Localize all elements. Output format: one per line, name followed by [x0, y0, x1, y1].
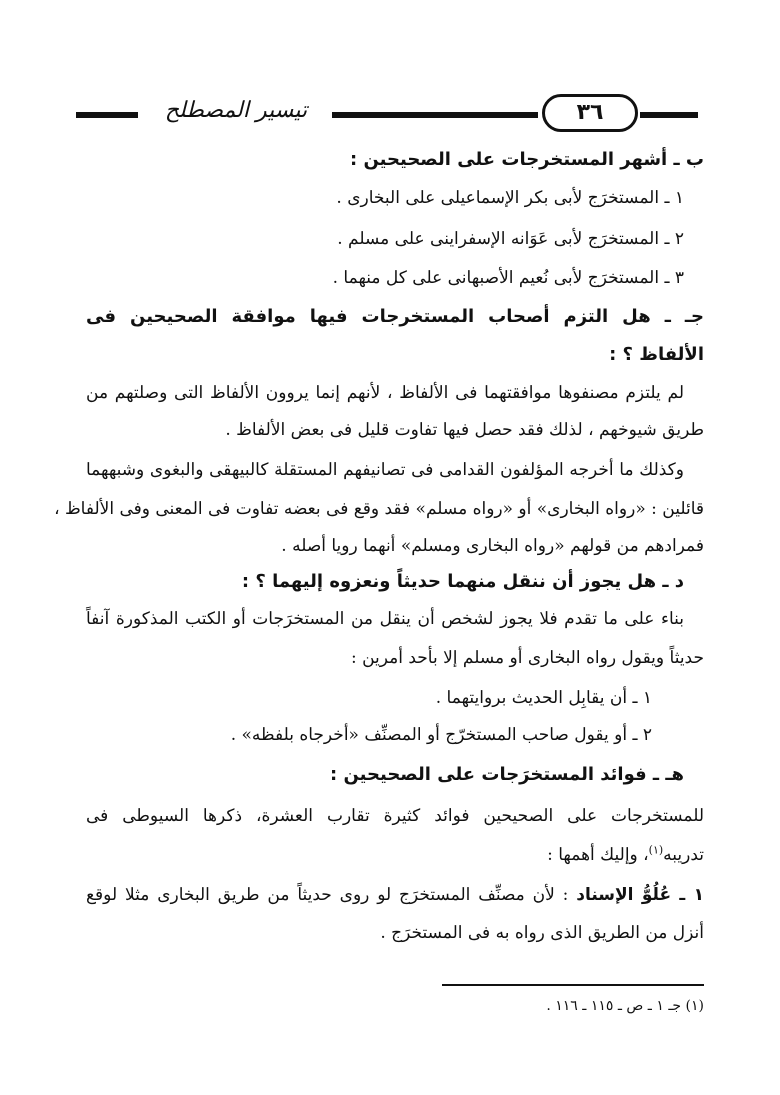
paragraph-line: طريق شيوخهم ، لذلك فقد حصل فيها تفاوت قليل فى بعض الألفاظ . — [225, 420, 704, 440]
running-title: تيسير المصطلح — [146, 96, 326, 126]
paragraph-line: أنزل من الطريق الذى رواه به فى المستخرَج . — [380, 923, 704, 943]
text-segment: : لأن مصنِّف المستخرَج لو روى حديثاً من طريق البخارى مثلا لوقع — [86, 885, 577, 905]
text-segment: تدريبه — [663, 845, 704, 865]
list-item: ١ ـ المستخرَج لأبى بكر الإسماعيلى على البخارى . — [336, 188, 684, 208]
header-rule-left — [76, 112, 138, 118]
paragraph-line: فمرادهم من قولهم «رواه البخارى ومسلم» أنهما رويا أصله . — [281, 536, 704, 556]
paragraph-line — [86, 882, 704, 908]
footnote: (١) جـ ١ ـ ص ـ ١١٥ ـ ١١٦ . — [546, 998, 704, 1014]
bold-term: ١ ـ عُلُوُّ الإسناد — [576, 885, 704, 905]
paragraph-line: قائلين : «رواه البخارى» أو «رواه مسلم» فقد وقع فى بعضه تفاوت فى المعنى وفى الألفاظ ، — [54, 499, 704, 519]
paragraph-line: للمستخرجات على الصحيحين فوائد كثيرة تقارب العشرة، ذكرها السيوطى فى — [86, 806, 704, 826]
section-j-heading: جـ ـ هل التزم أصحاب المستخرجات فيها موافقة الصحيحين فى — [86, 306, 704, 327]
header-rule-middle — [332, 112, 538, 118]
paragraph-line — [86, 842, 704, 868]
footnote-rule — [442, 984, 704, 986]
list-item: ٣ ـ المستخرَج لأبى نُعيم الأصبهانى على كل منهما . — [332, 268, 684, 288]
paragraph-line: لم يلتزم مصنفوها موافقتهما فى الألفاظ ، لأنهم إنما يروون الألفاظ التى وصلتهم من — [86, 383, 684, 403]
page-number: ٣٦ — [542, 94, 638, 132]
footnote-ref: (١) — [648, 843, 664, 857]
section-j-heading-cont: الألفاظ ؟ : — [609, 344, 704, 365]
section-b-heading: ب ـ أشهر المستخرجات على الصحيحين : — [350, 149, 704, 170]
section-h-heading: هـ ـ فوائد المستخرَجات على الصحيحين : — [330, 764, 684, 785]
list-item: ٢ ـ أو يقول صاحب المستخرّج أو المصنِّف «أخرجاه بلفظه» . — [230, 725, 652, 745]
header-rule-right — [640, 112, 698, 118]
list-item: ٢ ـ المستخرَج لأبى عَوَانه الإسفراينى على مسلم . — [337, 229, 684, 249]
section-d-heading: د ـ هل يجوز أن ننقل منهما حديثاً ونعزوه إليهما ؟ : — [241, 571, 684, 592]
paragraph-line: بناء على ما تقدم فلا يجوز لشخص أن ينقل من المستخرَجات أو الكتب المذكورة آنفاً — [86, 609, 684, 629]
text-segment: ، وإليك أهمها : — [547, 845, 649, 865]
page-header — [76, 90, 698, 134]
paragraph-line: حديثاً ويقول رواه البخارى أو مسلم إلا بأحد أمرين : — [350, 648, 704, 668]
list-item: ١ ـ أن يقابِل الحديث بروايتهما . — [435, 688, 652, 708]
paragraph-line: وكذلك ما أخرجه المؤلفون القدامى فى تصانيفهم المستقلة كالبيهقى والبغوى وشبههما — [86, 460, 684, 480]
